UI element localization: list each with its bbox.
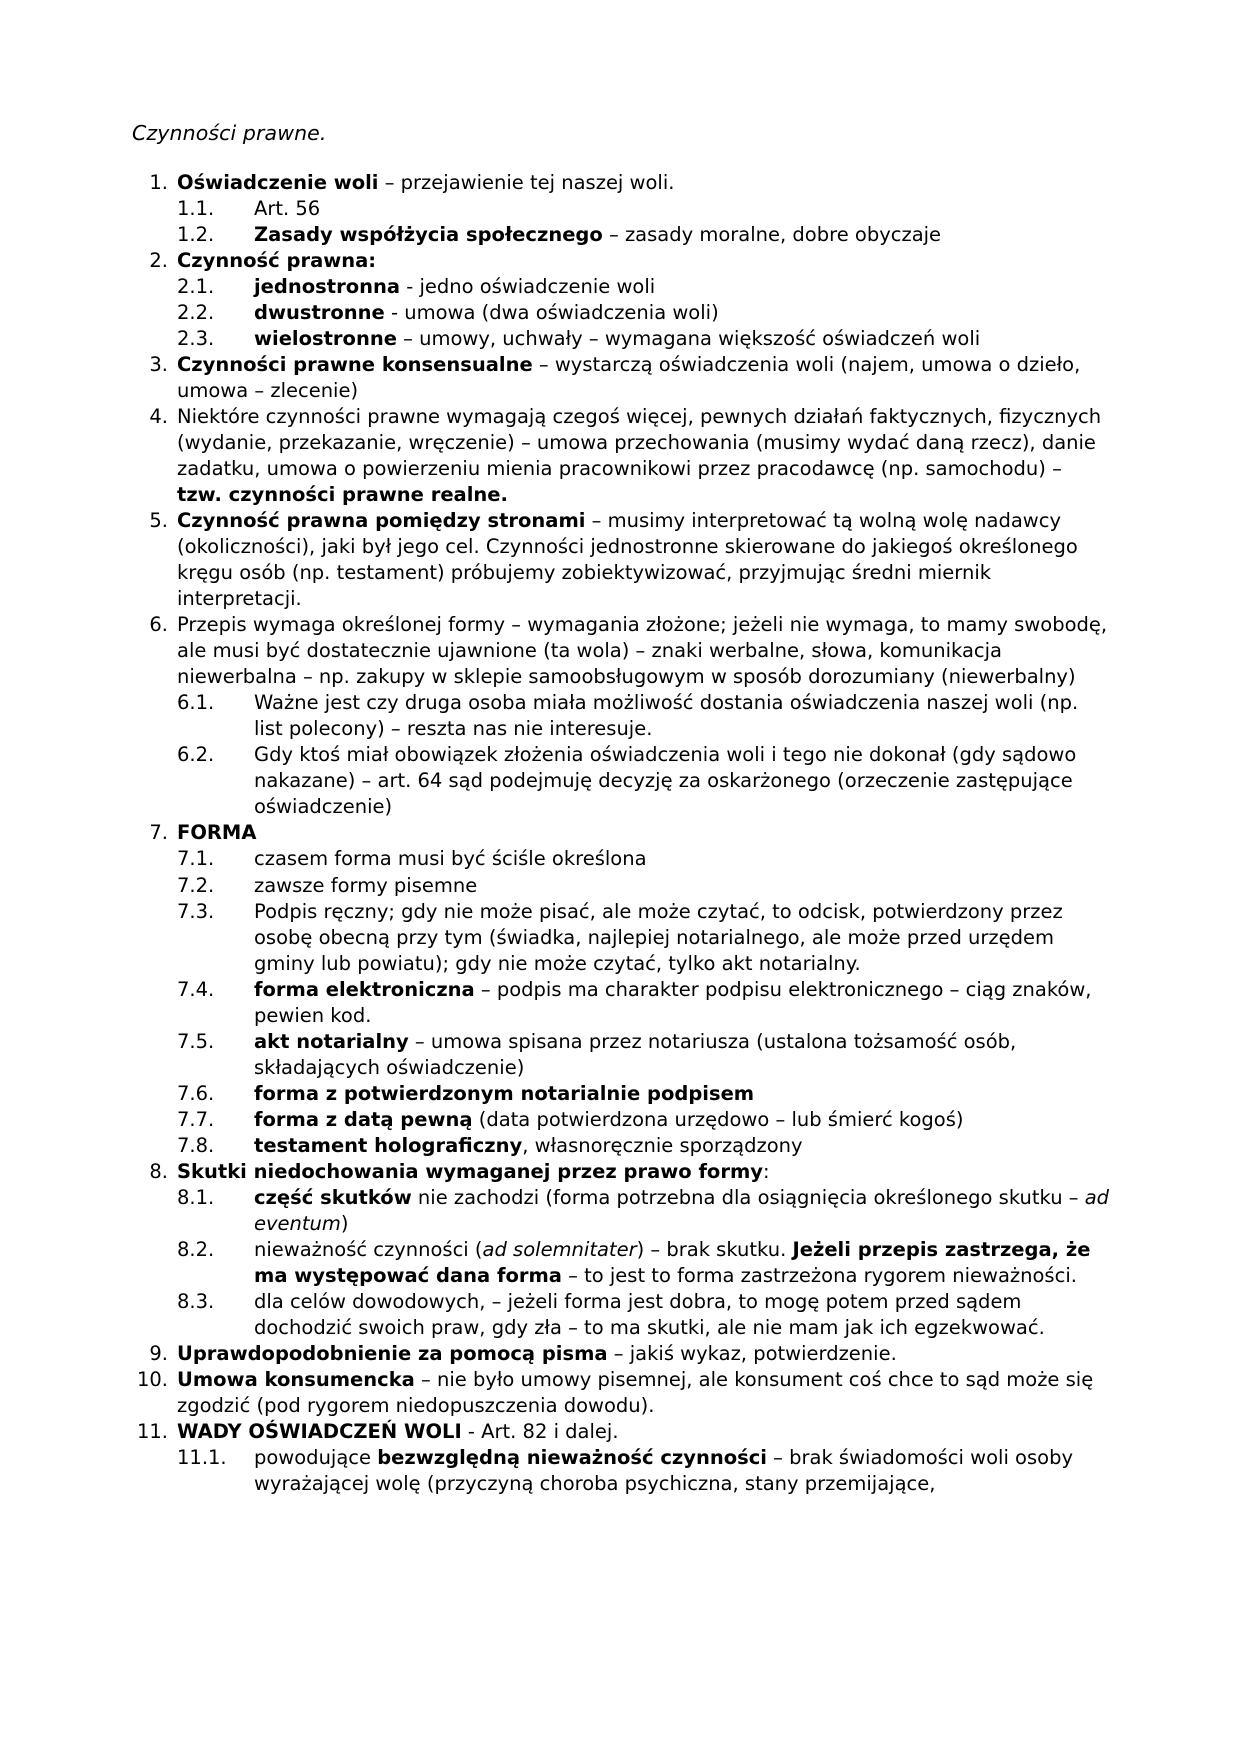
outline-item [130,170,1110,248]
outline-item [130,1341,1110,1367]
outline-sublist [177,690,1110,820]
outline-subitem [177,873,1110,899]
outline-subitem [177,274,1110,300]
outline-subitem-number: 7.8. [177,1133,215,1157]
outline-subitem-number: 7.7. [177,1107,215,1131]
outline-subitem-text: dwustronne - umowa (dwa oświadczenia woli) [254,300,719,324]
outline-subitem [177,846,1110,872]
outline-item-text: Przepis wymaga określonej formy – wymagania złożone; jeżeli nie wymaga, to mamy swobodę, ale musi być dostatecznie ujawnione (ta wola) – znaki werbalne, słowa, komunikacja niewerbalna – np. zakupy w sklepie samoobsługowym w sposób dorozumiany (niewerbalny) [177,613,1108,689]
outline-list [130,170,1110,1498]
outline-subitem-text: dla celów dowodowych, – jeżeli forma jest dobra, to mogę potem przed sądem dochodzić swoich praw, gdy zła – to ma skutki, ale nie mam jak ich egzekwować. [254,1290,1045,1340]
outline-item-text: WADY OŚWIADCZEŃ WOLI - Art. 82 i dalej. [177,1420,619,1444]
outline-sublist [177,846,1110,1158]
outline-item [130,1419,1110,1497]
outline-subitem-number: 7.2. [177,873,215,897]
outline-subitem [177,1237,1110,1289]
outline-subitem-number: 7.4. [177,977,215,1001]
outline-subitem [177,1081,1110,1107]
outline-subitem [177,1107,1110,1133]
outline-item-number: 1. [149,170,168,194]
outline-subitem [177,326,1110,352]
outline-item-number: 6. [149,613,168,637]
outline-subitem-text: nieważność czynności (ad solemnitater) – brak skutku. Jeżeli przepis zastrzega, że ma występować dana forma – to jest to forma zastrzeżona rygorem nieważności. [254,1237,1091,1287]
outline-subitem-number: 2.2. [177,300,215,324]
outline-item-text: Niektóre czynności prawne wymagają czegoś więcej, pewnych działań faktycznych, fizycznych (wydanie, przekazanie, wręczenie) – umowa przechowania (musimy wydać daną rzecz), danie zadatku, umowa o powierzeniu mienia pracownikowi przez pracodawcę (np. samochodu) – tzw. czynności prawne realne. [177,404,1102,507]
outline-item [130,248,1110,352]
outline-subitem-number: 7.1. [177,847,215,871]
outline-subitem [177,899,1110,977]
outline-subitem [177,690,1110,742]
outline-subitem [177,1029,1110,1081]
outline-item-number: 11. [136,1420,168,1444]
outline-subitem-text: czasem forma musi być ściśle określona [254,847,647,871]
outline-subitem [177,1289,1110,1341]
outline-subitem [177,1445,1110,1497]
outline-subitem-number: 1.1. [177,196,215,220]
outline-subitem-text: wielostronne – umowy, uchwały – wymagana większość oświadczeń woli [254,326,981,350]
outline-item-number: 10. [136,1368,168,1392]
outline-item-text: Czynność prawna pomiędzy stronami – musimy interpretować tą wolną wolę nadawcy (okoliczności), jaki był jego cel. Czynności jednostronne skierowane do jakiegoś określonego kręgu osób (np. testament) próbujemy zobiektywizować, przyjmując średni miernik interpretacji. [177,509,1078,611]
outline-subitem-text: Art. 56 [254,196,321,220]
outline-subitem-number: 7.5. [177,1029,215,1053]
outline-item-number: 9. [149,1342,168,1366]
outline-subitem [177,742,1110,820]
outline-item-number: 8. [149,1159,168,1183]
outline-subitem-text: akt notarialny – umowa spisana przez notariusza (ustalona tożsamość osób, składających oświadczenie) [254,1029,1017,1079]
outline-item-text: Oświadczenie woli – przejawienie tej naszej woli. [177,170,675,194]
outline-subitem [177,300,1110,326]
outline-subitem [177,196,1110,222]
outline-item [130,612,1110,820]
outline-item-text: Skutki niedochowania wymaganej przez prawo formy: [177,1159,770,1183]
outline-subitem-number: 1.2. [177,222,215,246]
outline-subitem-number: 7.3. [177,899,215,923]
outline-sublist [177,196,1110,248]
outline-subitem-text: Gdy ktoś miał obowiązek złożenia oświadczenia woli i tego nie dokonał (gdy sądowo nakazane) – art. 64 sąd podejmuję decyzję za oskarżonego (orzeczenie zastępujące oświadczenie) [254,743,1077,819]
outline-subitem-text: zawsze formy pisemne [254,873,478,897]
outline-subitem-text: Podpis ręczny; gdy nie może pisać, ale może czytać, to odcisk, potwierdzony przez osobę obecną przy tym (świadka, najlepiej notarialnego, ale może przed urzędem gminy lub powiatu); gdy nie może czytać, tylko akt notarialny. [254,899,1063,975]
outline-item [130,352,1110,404]
outline-subitem-number: 2.3. [177,326,215,350]
outline-item-number: 7. [149,821,168,845]
outline-sublist [177,274,1110,352]
outline-item [130,820,1110,1158]
outline-item-text: Umowa konsumencka – nie było umowy pisemnej, ale konsument coś chce to sąd może się zgodzić (pod rygorem niedopuszczenia dowodu). [177,1368,1094,1418]
outline-item [130,1367,1110,1419]
outline-subitem [177,977,1110,1029]
outline-item-text: Czynności prawne konsensualne – wystarczą oświadczenia woli (najem, umowa o dzieło, umowa – zlecenie) [177,352,1081,402]
outline-subitem-text: Ważne jest czy druga osoba miała możliwość dostania oświadczenia naszej woli (np. list polecony) – reszta nas nie interesuje. [254,691,1079,741]
outline-subitem-number: 8.1. [177,1185,215,1209]
outline-subitem [177,1185,1110,1237]
outline-subitem-text: forma z datą pewną (data potwierdzona urzędowo – lub śmierć kogoś) [254,1107,964,1131]
outline-subitem-text: testament holograficzny, własnoręcznie sporządzony [254,1133,803,1157]
outline-item [130,404,1110,508]
outline-item-number: 5. [149,509,168,533]
outline-subitem [177,222,1110,248]
outline-sublist [177,1445,1110,1497]
outline-item-number: 3. [149,352,168,376]
outline-item-text: Uprawdopodobnienie za pomocą pisma – jakiś wykaz, potwierdzenie. [177,1342,897,1366]
outline-subitem-number: 8.2. [177,1237,215,1261]
outline-item [130,1159,1110,1341]
page-title: Czynności prawne. [132,121,327,145]
outline-item-number: 2. [149,248,168,272]
outline-subitem-text: forma z potwierdzonym notarialnie podpisem [254,1081,755,1105]
outline-item-text: FORMA [177,821,257,845]
outline-subitem-number: 2.1. [177,274,215,298]
outline-item [130,508,1110,612]
outline-subitem-number: 11.1. [177,1446,227,1470]
outline-item-number: 4. [149,404,168,428]
outline-item-text: Czynność prawna: [177,248,377,272]
outline-subitem-number: 7.6. [177,1081,215,1105]
outline-subitem-text: forma elektroniczna – podpis ma charakter podpisu elektronicznego – ciąg znaków, pewien kod. [254,977,1092,1027]
outline-subitem-text: Zasady współżycia społecznego – zasady moralne, dobre obyczaje [254,222,942,246]
outline-subitem-number: 8.3. [177,1290,215,1314]
outline-sublist [177,1185,1110,1341]
outline-subitem-number: 6.2. [177,743,215,767]
outline-subitem-number: 6.1. [177,691,215,715]
outline-subitem-text: jednostronna - jedno oświadczenie woli [254,274,656,298]
outline-subitem-text: część skutków nie zachodzi (forma potrzebna dla osiągnięcia określonego skutku – ad eventum) [254,1185,1110,1235]
outline-subitem-text: powodujące bezwzględną nieważność czynności – brak świadomości woli osoby wyrażającej wolę (przyczyną choroba psychiczna, stany przemijające, [254,1446,1073,1496]
outline-subitem [177,1133,1110,1159]
